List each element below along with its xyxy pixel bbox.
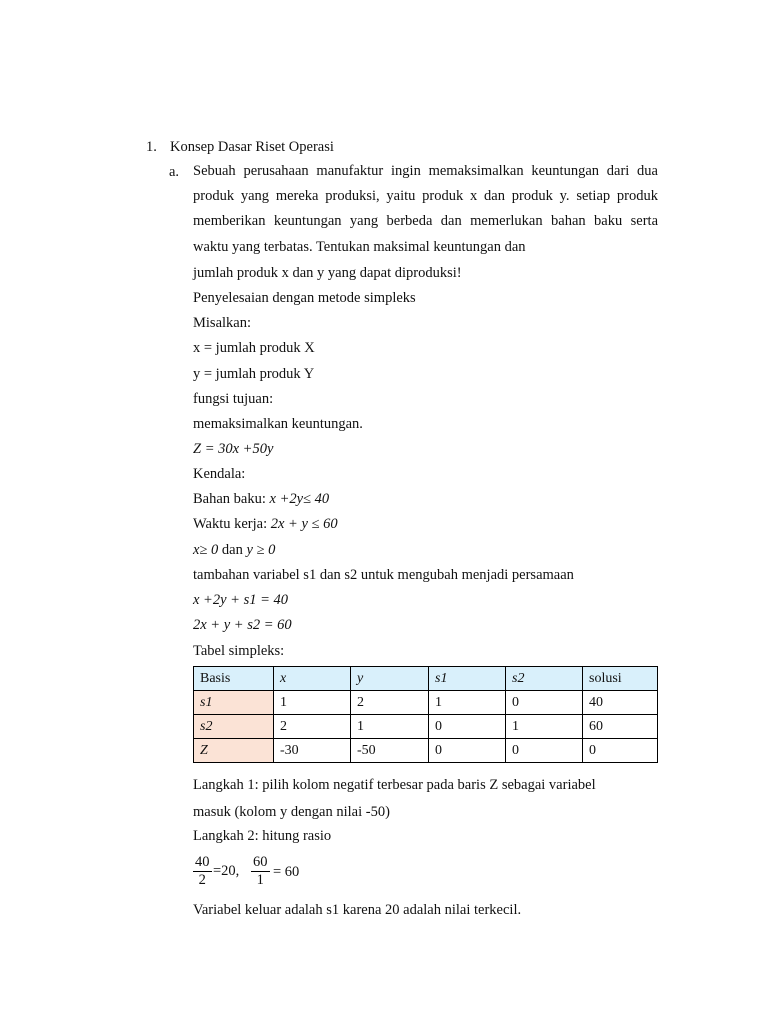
table-row	[194, 739, 658, 763]
table-cell: 60	[583, 715, 658, 739]
constraints-label: Kendala:	[193, 466, 246, 482]
nonnegativity	[193, 540, 275, 560]
table-header-cell: s2	[506, 667, 583, 691]
table-cell: 40	[583, 691, 658, 715]
table-label: Tabel simpleks:	[193, 643, 285, 659]
table-cell: 0	[429, 739, 506, 763]
problem-text: Sebuah perusahaan manufaktur ingin memaksimalkan keuntungan dari dua produk yang mereka produksi, yaitu produk x dan produk y. setiap produk memberikan keuntungan yang berbeda dan memerlukan bahan baku serta waktu yang terbatas. Tentukan maksimal keuntungan dan	[193, 163, 658, 255]
table-header-row	[194, 667, 658, 691]
objective-equation: Z = 30x +50y	[193, 441, 274, 457]
constraint-work-time-equation: 2x + y ≤ 60	[270, 516, 338, 532]
ratio-1-numerator: 40	[195, 854, 210, 870]
table-header-cell: Basis	[194, 667, 274, 691]
table-cell: -50	[351, 739, 429, 763]
table-cell: 0	[583, 739, 658, 763]
table-cell: 0	[506, 691, 583, 715]
equation-2: 2x + y + s2 = 60	[193, 617, 292, 633]
objective-description: memaksimalkan keuntungan.	[193, 416, 363, 432]
table-header-cell: x	[274, 667, 351, 691]
nonneg-and: dan	[218, 542, 247, 558]
step-1-text: Langkah 1: pilih kolom negatif terbesar pada baris Z sebagai variabel	[193, 777, 596, 793]
ratio-1-fraction	[193, 855, 212, 888]
nonneg-y: y ≥ 0	[246, 542, 276, 558]
ratio-1-denominator: 2	[198, 872, 206, 888]
table-cell: 2	[351, 691, 429, 715]
table-cell-basis: s2	[194, 715, 274, 739]
table-cell: 1	[506, 715, 583, 739]
ratio-2-numerator: 60	[253, 854, 268, 870]
step-1-continued: masuk (kolom y dengan nilai -50)	[193, 804, 390, 820]
constraint-raw-material-label: Bahan baku:	[193, 491, 270, 507]
constraint-work-time-label: Waktu kerja:	[193, 516, 271, 532]
method-line: Penyelesaian dengan metode simpleks	[193, 290, 416, 306]
item-marker-a: a.	[169, 164, 180, 180]
x-definition: x = jumlah produk X	[193, 340, 315, 356]
step-2: Langkah 2: hitung rasio	[193, 828, 332, 844]
table-cell-basis: Z	[194, 739, 274, 763]
table-row	[194, 715, 658, 739]
table-cell: 1	[351, 715, 429, 739]
section-title: Konsep Dasar Riset Operasi	[170, 139, 334, 155]
table-cell-basis: s1	[194, 691, 274, 715]
objective-label: fungsi tujuan:	[193, 391, 274, 407]
ratio-2-fraction	[251, 855, 270, 888]
table-cell: 2	[274, 715, 351, 739]
table-header-cell: s1	[429, 667, 506, 691]
nonneg-x: x≥ 0	[193, 542, 219, 558]
ratio-2-result: = 60	[273, 864, 300, 880]
constraint-work-time	[193, 514, 338, 534]
table-header-cell: y	[351, 667, 429, 691]
y-definition: y = jumlah produk Y	[193, 366, 315, 382]
slack-intro: tambahan variabel s1 dan s2 untuk mengubah menjadi persamaan	[193, 567, 574, 583]
let-label: Misalkan:	[193, 315, 251, 331]
problem-statement-last-line: jumlah produk x dan y yang dapat diproduksi!	[193, 265, 462, 281]
leaving-variable: Variabel keluar adalah s1 karena 20 adalah nilai terkecil.	[193, 902, 522, 918]
constraint-raw-material-equation: x +2y≤ 40	[269, 491, 330, 507]
constraint-raw-material	[193, 489, 329, 509]
problem-statement	[193, 159, 658, 260]
ratio-2-denominator: 1	[256, 872, 264, 888]
table-cell: 1	[429, 691, 506, 715]
table-row	[194, 691, 658, 715]
ratio-1-result: =20,	[213, 863, 240, 879]
table-cell: -30	[274, 739, 351, 763]
table-cell: 1	[274, 691, 351, 715]
simplex-table	[193, 666, 658, 763]
table-header-cell: solusi	[583, 667, 658, 691]
section-number: 1.	[146, 139, 157, 155]
step-1	[193, 773, 658, 798]
table-cell: 0	[506, 739, 583, 763]
equation-1: x +2y + s1 = 40	[193, 592, 288, 608]
table-cell: 0	[429, 715, 506, 739]
